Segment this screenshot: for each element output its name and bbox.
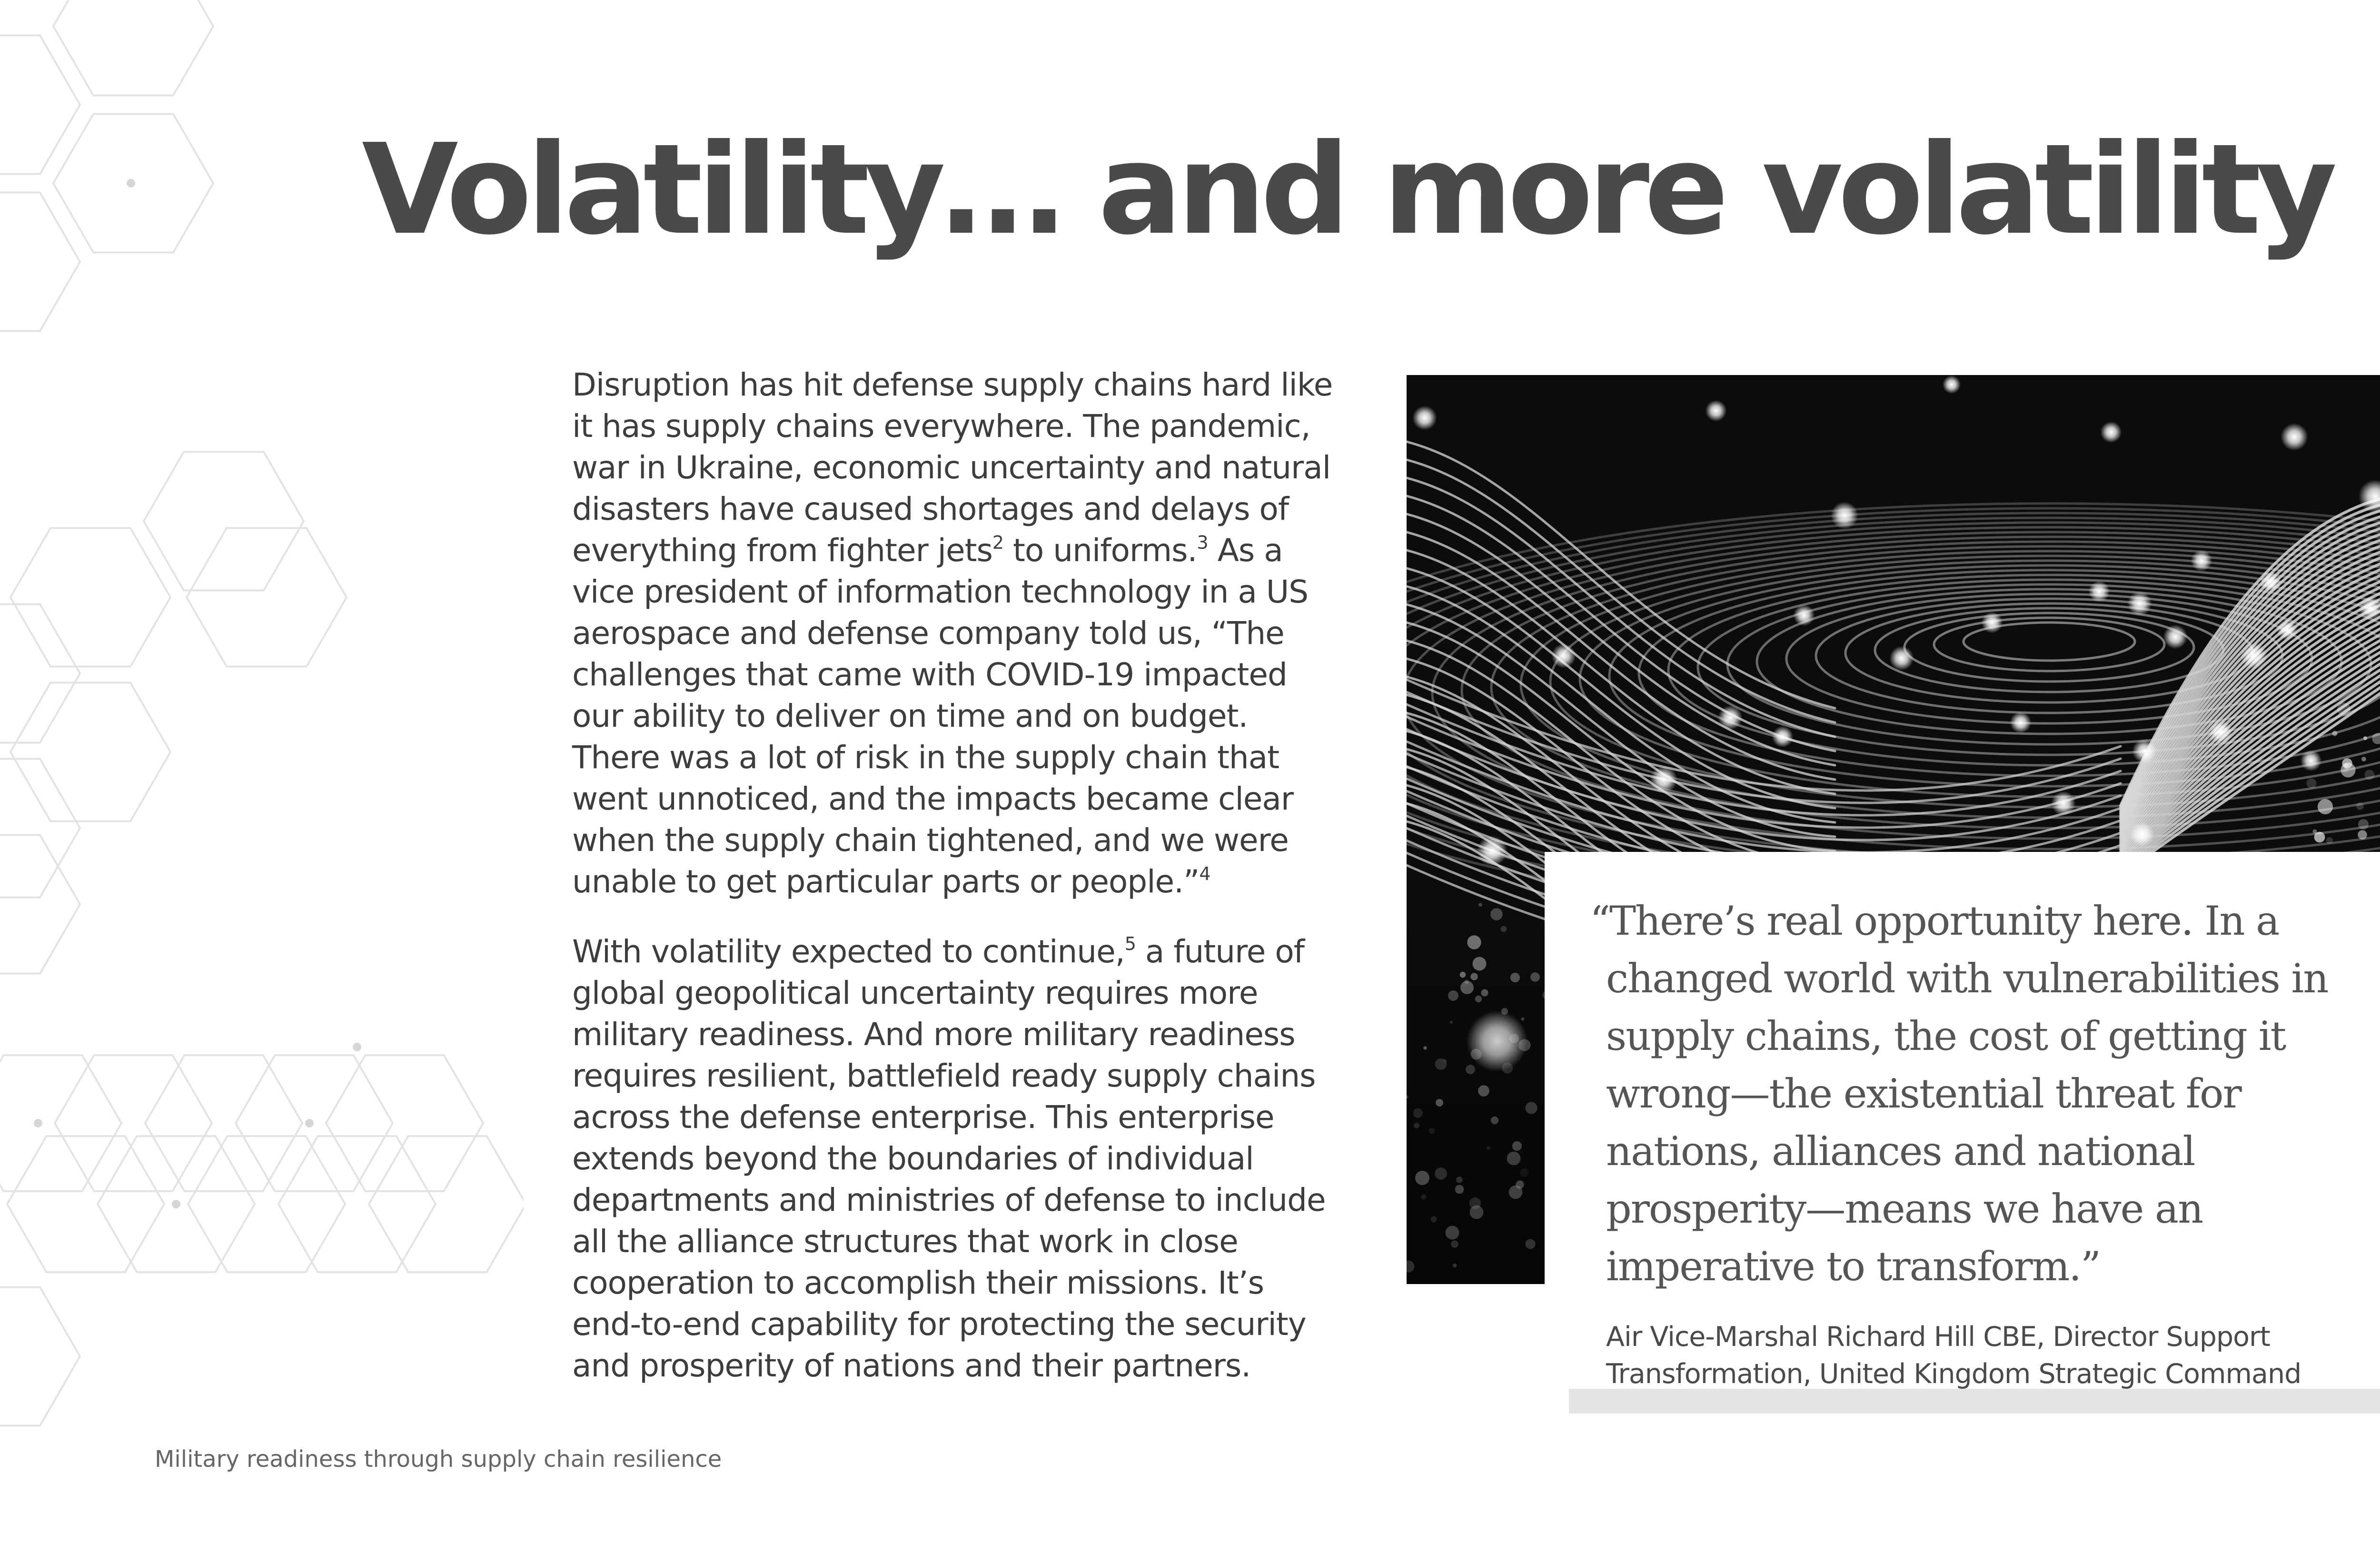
page-title: Volatility… and more volatility (362, 117, 2332, 262)
footnote-ref[interactable]: 3 (1197, 532, 1208, 553)
quote-attribution: Air Vice-Marshal Richard Hill CBE, Director Support Transformation, United Kingdom Strategic Command (1606, 1321, 2301, 1390)
pull-quote: “There’s real opportunity here. In a changed world with vulnerabilities in supply chains, the cost of getting it wrong—the existential threat for nations, alliances and national prosperity—means we have an imperative to transform.” (1590, 898, 2328, 1290)
body-text (572, 364, 1334, 1415)
footnote-ref[interactable]: 4 (1199, 863, 1210, 884)
footer-publication-title: Military readiness through supply chain resilience (155, 1446, 722, 1473)
footnote-ref[interactable]: 2 (992, 532, 1004, 553)
footnote-ref[interactable]: 5 (1124, 933, 1136, 954)
body-paragraph: With volatility expected to continue,$^5$ a future of global geopolitical uncertainty requires more military readiness. And more military readiness requires resilient, battlefield ready supply chains across the defense enterprise. This enterprise extends beyond the boundaries of individual departments and ministries of defense to include all the alliance structures that work in close cooperation to accomplish their missions. It’s end-to-end capability for protecting the security and prosperity of nations and their partners. (572, 933, 1326, 1384)
quote-card (1545, 852, 2380, 1389)
body-paragraph: Disruption has hit defense supply chains hard like it has supply chains everywhere. The pandemic, war in Ukraine, economic uncertainty and natural disasters have caused shortages and delays of everything from fighter jets$^2$ to uniforms.$^3$ As a vice president of information technology in a US aerospace and defense company told us, “The challenges that came with COVID-19 impacted our ability to deliver on time and on budget. There was a lot of risk in the supply chain that went unnoticed, and the impacts became clear when the supply chain tightened, and we were unable to get particular parts or people.”$^4$ (572, 366, 1333, 900)
